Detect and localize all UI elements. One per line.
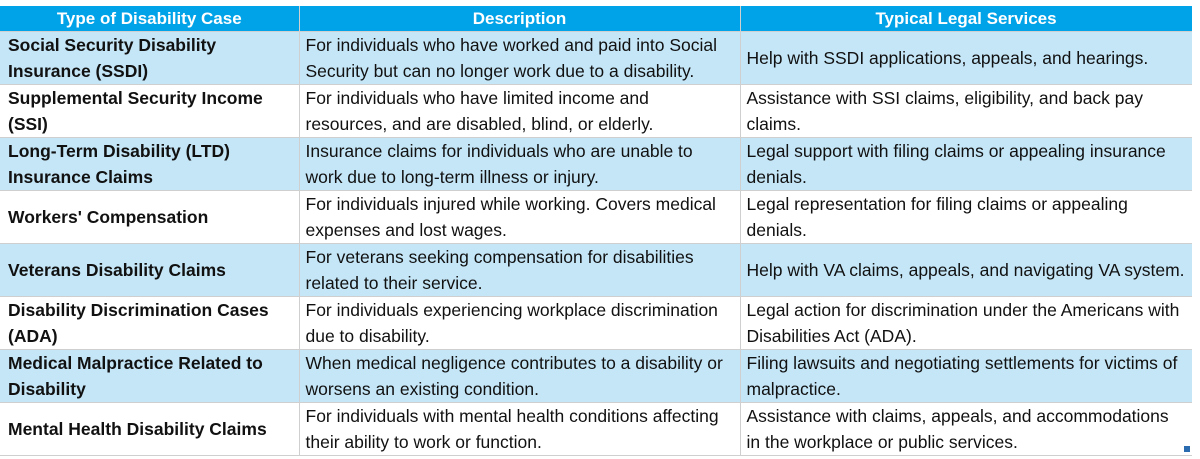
services-cell[interactable]: Filing lawsuits and negotiating settlements for victims of malpractice.	[740, 350, 1192, 403]
header-cell-type[interactable]: Type of Disability Case	[0, 6, 299, 32]
description-cell[interactable]: For individuals with mental health conditions affecting their ability to work or function.	[299, 403, 740, 456]
description-cell[interactable]: For individuals who have limited income and resources, and are disabled, blind, or elderly.	[299, 85, 740, 138]
services-cell[interactable]: Assistance with claims, appeals, and accommodations in the workplace or public services.	[740, 403, 1192, 456]
description-cell[interactable]: When medical negligence contributes to a disability or worsens an existing condition.	[299, 350, 740, 403]
table-resize-handle[interactable]	[1184, 446, 1190, 452]
services-cell[interactable]: Help with VA claims, appeals, and navigating VA system.	[740, 244, 1192, 297]
description-cell[interactable]: For veterans seeking compensation for disabilities related to their service.	[299, 244, 740, 297]
type-cell[interactable]: Veterans Disability Claims	[0, 244, 299, 297]
table-row	[0, 403, 1192, 456]
header-cell-description[interactable]: Description	[299, 6, 740, 32]
services-cell[interactable]: Legal action for discrimination under the Americans with Disabilities Act (ADA).	[740, 297, 1192, 350]
type-cell[interactable]: Social Security Disability Insurance (SSDI)	[0, 32, 299, 85]
description-cell[interactable]: For individuals experiencing workplace discrimination due to disability.	[299, 297, 740, 350]
services-cell[interactable]: Assistance with SSI claims, eligibility, and back pay claims.	[740, 85, 1192, 138]
header-cell-services[interactable]: Typical Legal Services	[740, 6, 1192, 32]
table-row	[0, 85, 1192, 138]
description-cell[interactable]: Insurance claims for individuals who are unable to work due to long-term illness or injury.	[299, 138, 740, 191]
description-cell[interactable]: For individuals injured while working. Covers medical expenses and lost wages.	[299, 191, 740, 244]
type-cell[interactable]: Workers' Compensation	[0, 191, 299, 244]
services-cell[interactable]: Legal support with filing claims or appealing insurance denials.	[740, 138, 1192, 191]
table-row	[0, 138, 1192, 191]
table-row	[0, 350, 1192, 403]
table-row	[0, 191, 1192, 244]
services-cell[interactable]: Legal representation for filing claims or appealing denials.	[740, 191, 1192, 244]
type-cell[interactable]: Mental Health Disability Claims	[0, 403, 299, 456]
table-row	[0, 32, 1192, 85]
type-cell[interactable]: Medical Malpractice Related to Disability	[0, 350, 299, 403]
type-cell[interactable]: Supplemental Security Income (SSI)	[0, 85, 299, 138]
sheet-right-margin	[1192, 6, 1200, 459]
type-cell[interactable]: Long-Term Disability (LTD) Insurance Claims	[0, 138, 299, 191]
table-row	[0, 244, 1192, 297]
type-cell[interactable]: Disability Discrimination Cases (ADA)	[0, 297, 299, 350]
table-row	[0, 297, 1192, 350]
description-cell[interactable]: For individuals who have worked and paid into Social Security but can no longer work due to a disability.	[299, 32, 740, 85]
services-cell[interactable]: Help with SSDI applications, appeals, and hearings.	[740, 32, 1192, 85]
disability-cases-table	[0, 6, 1193, 456]
header-row	[0, 6, 1192, 32]
